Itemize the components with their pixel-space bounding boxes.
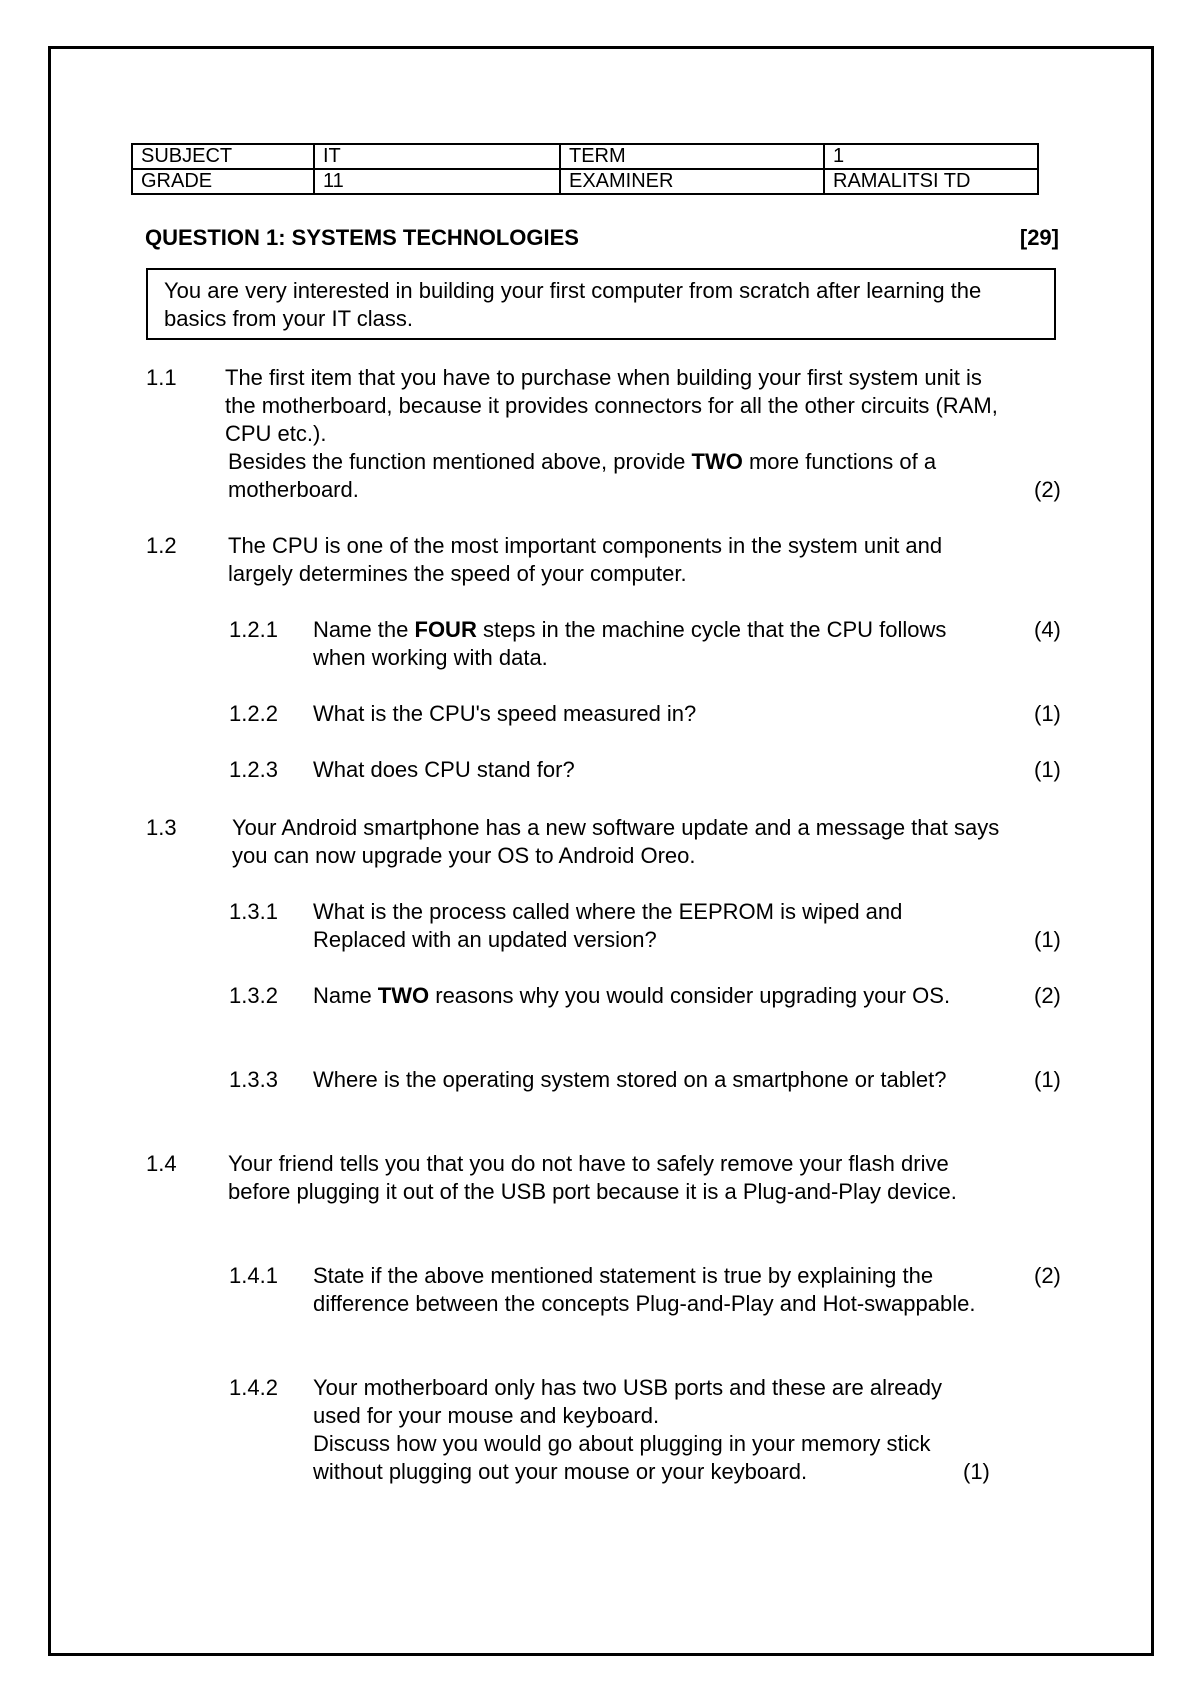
item-marks: (4): [1034, 617, 1061, 642]
item-text: The CPU is one of the most important components in the system unit and largely determines the speed of your computer.: [228, 533, 943, 586]
table-cell: 1: [824, 144, 1038, 169]
item-number: 1.2.2: [229, 701, 278, 726]
text-part: reasons why you would consider upgrading your OS.: [429, 983, 951, 1008]
scenario-box: You are very interested in building your first computer from scratch after learning the basics from your IT class.: [146, 268, 1056, 340]
item-marks: (1): [1034, 927, 1061, 952]
item-number: 1.1: [146, 365, 177, 390]
item-text: [313, 982, 993, 1010]
item-number: 1.3: [146, 815, 177, 840]
item-text: What is the process called where the EEPROM is wiped and Replaced with an updated version?: [313, 899, 903, 952]
text-part: Name the: [313, 617, 415, 642]
item-number: 1.3.1: [229, 899, 278, 924]
text-emphasis: TWO: [691, 449, 743, 474]
item-text: The first item that you have to purchase when building your first system unit is the motherboard, because it provides connectors for all the other circuits (RAM, CPU etc.).: [225, 365, 998, 446]
question-heading: [145, 225, 1059, 251]
item-marks: (1): [1034, 1067, 1061, 1092]
table-cell: 11: [314, 169, 560, 194]
item-text-2: [228, 448, 1008, 504]
table-cell: IT: [314, 144, 560, 169]
item-marks: (2): [1034, 983, 1061, 1008]
item-marks: (1): [1034, 757, 1061, 782]
text-part: more functions of a motherboard.: [228, 449, 937, 502]
text-emphasis: FOUR: [414, 617, 477, 642]
item-number: 1.2.1: [229, 617, 278, 642]
table-row: [132, 169, 1038, 194]
item-marks: (2): [1034, 1263, 1061, 1288]
question-title: QUESTION 1: SYSTEMS TECHNOLOGIES: [145, 225, 579, 250]
text-emphasis: TWO: [377, 983, 430, 1008]
question-total-marks: [29]: [1019, 225, 1059, 250]
table-cell: SUBJECT: [132, 144, 314, 169]
text-part: Besides the function mentioned above, provide: [228, 449, 692, 474]
item-number: 1.4: [146, 1151, 177, 1176]
text-part: steps in the machine cycle that the CPU follows when working with data.: [313, 617, 947, 670]
item-marks: (1): [1034, 701, 1061, 726]
item-text: Where is the operating system stored on a smartphone or tablet?: [313, 1067, 947, 1092]
item-number: 1.3.3: [229, 1067, 278, 1092]
item-number: 1.2: [146, 533, 177, 558]
item-number: 1.4.2: [229, 1375, 278, 1400]
item-marks: (2): [1034, 477, 1061, 502]
text-part: Name: [313, 983, 378, 1008]
table-cell: GRADE: [132, 169, 314, 194]
item-number: 1.2.3: [229, 757, 278, 782]
exam-info-table: [131, 143, 1039, 195]
item-number: 1.3.2: [229, 983, 278, 1008]
item-text: State if the above mentioned statement is true by explaining the difference between the concepts Plug-and-Play and Hot-swappable.: [313, 1263, 976, 1316]
item-text: What is the CPU's speed measured in?: [313, 701, 697, 726]
item-marks: (1): [963, 1459, 990, 1484]
item-number: 1.4.1: [229, 1263, 278, 1288]
table-cell: RAMALITSI TD: [824, 169, 1038, 194]
item-text: Your friend tells you that you do not have to safely remove your flash drive before plugging it out of the USB port because it is a Plug-and-Play device.: [228, 1151, 957, 1204]
item-text: Your Android smartphone has a new software update and a message that says you can now upgrade your OS to Android Oreo.: [232, 815, 1000, 868]
item-text: Your motherboard only has two USB ports and these are already used for your mouse and keyboard.: [313, 1375, 942, 1428]
table-cell: TERM: [560, 144, 824, 169]
table-row: [132, 144, 1038, 169]
item-text: What does CPU stand for?: [313, 757, 575, 782]
item-text-2: Discuss how you would go about plugging in your memory stick without plugging out your mouse or your keyboard.: [313, 1431, 931, 1484]
item-text: [313, 616, 953, 672]
table-cell: EXAMINER: [560, 169, 824, 194]
